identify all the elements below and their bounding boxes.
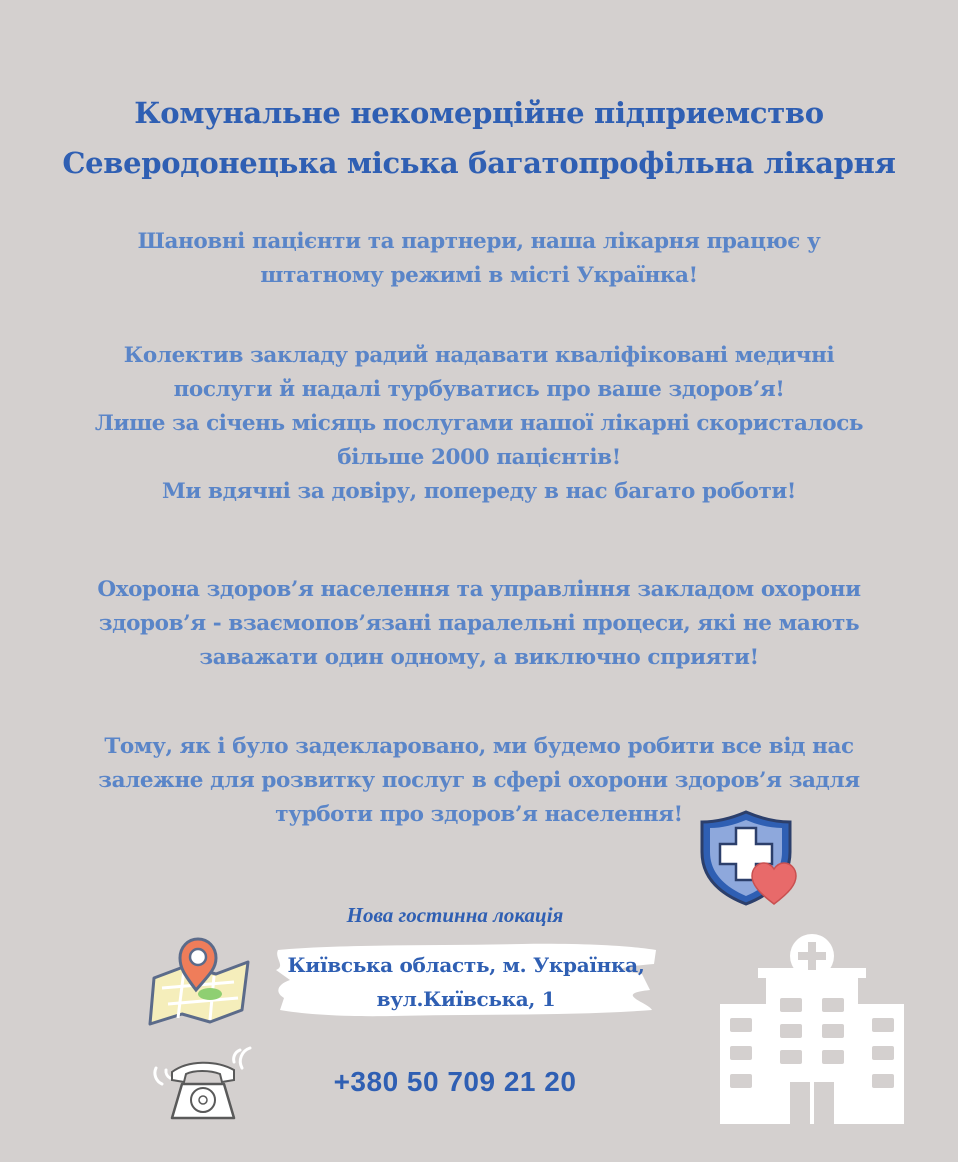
address-box xyxy=(272,940,660,1020)
text-line: здоров’я - взаємопов’язані паралельні процеси, які не мають xyxy=(98,611,860,636)
text-line: більше 2000 пацієнтів! xyxy=(337,445,621,470)
phone-number[interactable]: +380 50 709 21 20 xyxy=(333,1066,577,1097)
team-paragraph xyxy=(30,339,928,509)
text-line: Лише за січень місяць послугами нашої лікарні скористалось xyxy=(94,411,864,436)
location-label: Нова гостинна локація xyxy=(346,903,564,927)
healthcare-paragraph xyxy=(30,573,928,675)
text-line: Шановні пацієнти та партнери, наша лікарня працює у xyxy=(137,229,821,254)
telephone-icon xyxy=(148,1040,256,1128)
text-line: залежне для розвитку послуг в сфері охорони здоров’я задля xyxy=(98,768,860,793)
text-line: Колектив закладу радий надавати кваліфіковані медичні xyxy=(123,343,835,368)
text-line: заважати один одному, а виключно сприяти! xyxy=(199,645,759,670)
text-line: Охорона здоров’я населення та управління закладом охорони xyxy=(97,577,861,602)
text-line: Тому, як і було задекларовано, ми будемо робити все від нас xyxy=(104,734,854,759)
address-line-1: Київська область, м. Українка, xyxy=(287,953,645,977)
text-line: Ми вдячні за довіру, попереду в нас багато роботи! xyxy=(162,479,796,504)
address-line-2: вул.Київська, 1 xyxy=(376,987,556,1011)
text-line: штатному режимі в місті Українка! xyxy=(260,263,698,288)
text-line: послуги й надалі турбуватись про ваше здоров’я! xyxy=(173,377,785,402)
title-line-1: Комунальне некомерційне підприемство xyxy=(134,96,824,130)
title-line-2: Северодонецька міська багатопрофільна лікарня xyxy=(62,146,896,180)
medical-shield-heart-icon xyxy=(694,808,809,912)
hospital-title xyxy=(0,88,958,188)
hospital-building-icon xyxy=(716,934,908,1130)
greeting-paragraph xyxy=(30,225,928,293)
map-pin-icon xyxy=(144,932,256,1032)
text-line: турботи про здоров’я населення! xyxy=(275,802,683,827)
